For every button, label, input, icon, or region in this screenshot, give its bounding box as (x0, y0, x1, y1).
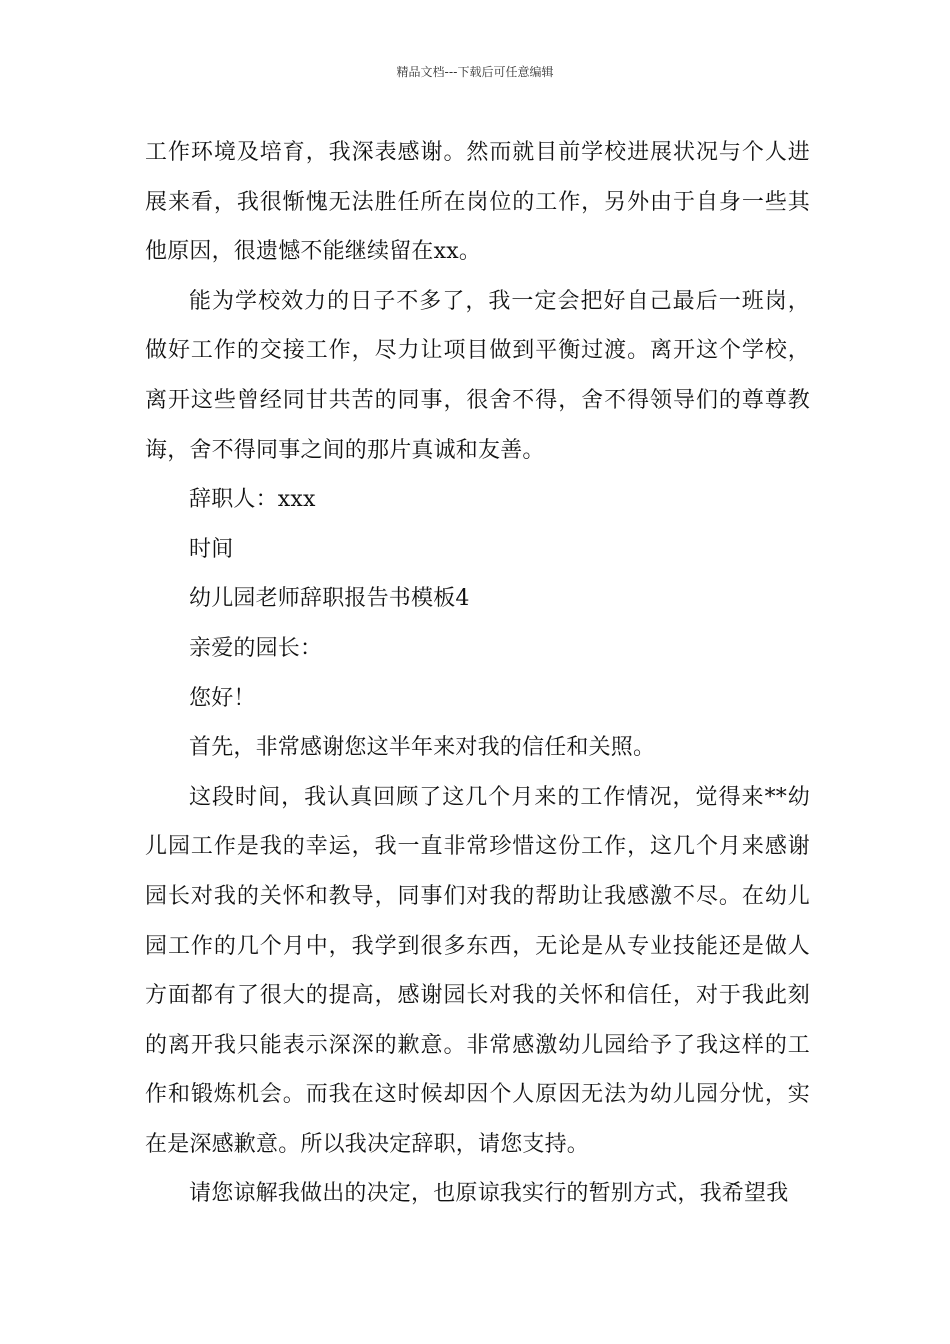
paragraph-thanks: 首先，非常感谢您这半年来对我的信任和关照。 (189, 735, 656, 761)
signature-line: 辞职人：xxx (189, 487, 316, 513)
paragraph-continuation: 工作环境及培育，我深表感谢。然而就目前学校进展状况与个人进展来看，我很惭愧无法胜任所在岗位的工作，另外由于自身一些其他原因，很遗憾不能继续留在xx。 (145, 140, 810, 265)
salutation: 亲爱的园长： (189, 635, 323, 661)
document-body (145, 128, 810, 1219)
paragraph-farewell: 能为学校效力的日子不多了，我一定会把好自己最后一班岗，做好工作的交接工作，尽力让项目做到平衡过渡。离开这个学校，离开这些曾经同甘共苦的同事，很舍不得，舍不得领导们的尊尊教诲，舍不得同事之间的那片真诚和友善。 (145, 288, 810, 463)
paragraph-reflection: 这段时间，我认真回顾了这几个月来的工作情况，觉得来**幼儿园工作是我的幸运，我一直非常珍惜这份工作，这几个月来感谢园长对我的关怀和教导，同事们对我的帮助让我感激不尽。在幼儿园工作的几个月中，我学到很多东西，无论是从专业技能还是做人方面都有了很大的提高，感谢园长对我的关怀和信任，对于我此刻的离开我只能表示深深的歉意。非常感激幼儿园给予了我这样的工作和锻炼机会。而我在这时候却因个人原因无法为幼儿园分忧，实在是深感歉意。所以我决定辞职，请您支持。 (145, 784, 810, 1157)
paragraph-apology: 请您谅解我做出的决定，也原谅我实行的暂别方式，我希望我 (189, 1181, 789, 1207)
greeting: 您好！ (189, 685, 256, 711)
page-header: 精品文档---下载后可任意编辑 (396, 65, 554, 79)
section-title: 幼儿园老师辞职报告书模板4 (189, 586, 470, 612)
date-line: 时间 (189, 536, 234, 562)
